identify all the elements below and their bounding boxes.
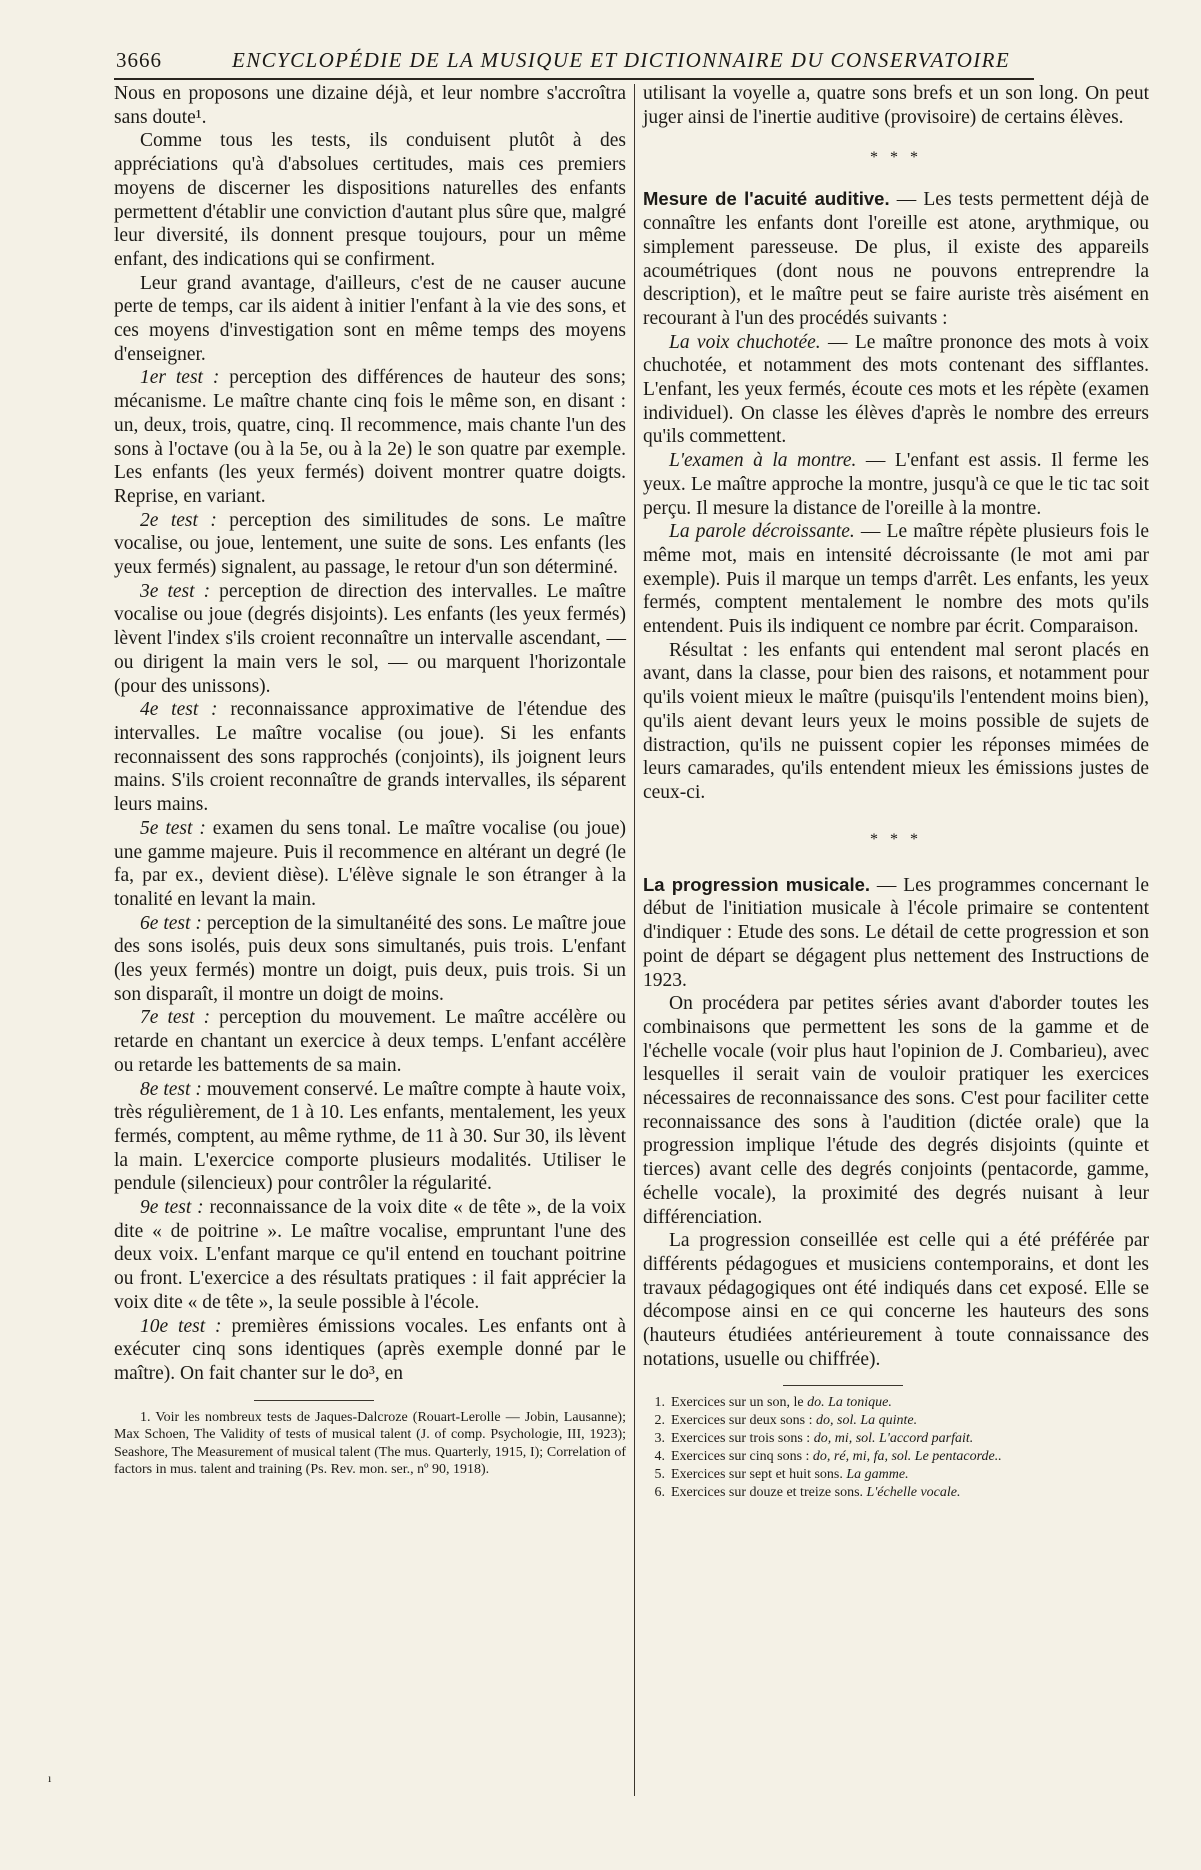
list-item xyxy=(643,1484,1149,1502)
test-label: 1er test : xyxy=(140,367,220,389)
test-5 xyxy=(114,817,626,912)
run-in-text: — Le maître répète plusieurs fois le même mot, mais en intensité décroissante (le mot ami par exemple). Puis il marque un temps d'arrêt. Les enfants, les yeux fermés, comptent mentalement le nombre des mots qu'ils entendent. Puis ils indiquent ce nombre par écrit. Comparaison. xyxy=(643,521,1149,638)
section-text: — Les tests permettent déjà de connaître les enfants dont l'oreille est atone, arythmique, ou simplement paresseuse. De plus, il existe des appareils acoumétriques (dont nous ne pouvons entreprendre la description), et le maître peut se faire auriste très aisément en recourant à l'un des procédés suivants : xyxy=(643,189,1150,329)
test-2 xyxy=(114,509,626,580)
run-in-label: La parole décroissante. xyxy=(669,521,855,543)
test-1 xyxy=(114,366,626,508)
test-text: perception des différences de hauteur des sons; mécanisme. Le maître chante cinq fois le même son, en disant : un, deux, trois, quatre, cinq. Il recommence, mais chante l'un des sons à l'octave (ou à la 5e, ou à la 2e) le son quatre par exemple. Les enfants (les yeux fermés) doivent montrer quatre doigts. Reprise, en variant. xyxy=(114,367,626,507)
footnote: 1. Voir les nombreux tests de Jaques-Dalcroze (Rouart-Lerolle — Jobin, Lausanne); Max Schoen, The Validity of tests of musical talent (J. of comp. Psychologie, III, 1923); Seashore, The Measurement of musical talent (The mus. Quarterly, 1915, I); Correlation of factors in mus. talent and training (Ps. Rev. mon. ser., nº 90, 1918). xyxy=(114,1409,626,1478)
item-text: Exercices sur cinq sons : xyxy=(671,1449,810,1465)
test-text: perception du mouvement. Le maître accélère ou retarde en chantant un exercice à deux temps. L'enfant accélère ou retarde les battements de sa main. xyxy=(114,1007,626,1076)
list-item xyxy=(643,1430,1149,1448)
item-number: 5. xyxy=(654,1467,665,1483)
footnote-rule xyxy=(254,1400,374,1401)
test-10 xyxy=(114,1315,626,1386)
list-item xyxy=(643,1394,1149,1412)
test-label: 4e test : xyxy=(140,699,218,721)
item-number: 2. xyxy=(654,1413,665,1429)
test-text: examen du sens tonal. Le maître vocalise (ou joue) une gamme majeure. Puis il recommence en altérant un degré (le fa, par ex., devient dièse). L'élève signale le son étranger à la tonalité en levant la main. xyxy=(114,817,627,910)
running-title: ENCYCLOPÉDIE DE LA MUSIQUE ET DICTIONNAIRE DU CONSERVATOIRE xyxy=(232,48,1011,72)
test-text: perception de direction des intervalles. Le maître vocalise ou joue (degrés disjoints). Les enfants (les yeux fermés) lèvent l'index s'ils croient reconnaître un intervalle ascendant, — ou dirigent la main vers le sol, — ou marquent l'horizontale (pour des unissons). xyxy=(114,580,627,697)
item-italic: L'échelle vocale. xyxy=(866,1485,961,1501)
test-label: 3e test : xyxy=(140,580,211,602)
test-label: 2e test : xyxy=(140,509,217,531)
section-acuite xyxy=(643,187,1149,330)
run-in-text: — Le maître prononce des mots à voix chuchotée, et notamment des mots contenant des sifflantes. L'enfant, les yeux fermés, écoute ces mots et les répète (examen individuel). On classe les élèves d'après le nombre des erreurs qu'ils commettent. xyxy=(643,331,1149,448)
item-italic: do, sol. La quinte. xyxy=(816,1413,918,1429)
paragraph: On procédera par petites séries avant d'aborder toutes les combinaisons que permettent les sons de la gamme et de l'échelle vocale (voir plus haut l'opinion de J. Combarieu), avec lesquelles il serait vain de vouloir pratiquer les exercices nécessaires de reconnaissance des sons. C'est pour faciliter cette reconnaissance des sons à l'audition (dictée orale) que la progression implique l'étude des degrés disjoints (quinte et tierces) avant celle des degrés conjoints (pentacorde, gamme, échelle vocale), la proximité des degrés nuisant à leur différenciation. xyxy=(643,993,1149,1228)
test-label: 9e test : xyxy=(140,1197,204,1219)
test-text: reconnaissance de la voix dite « de tête », de la voix dite « de poitrine ». Le maître vocalise, empruntant l'une des deux voix. L'enfant marque ce qu'il entend en touchant poitrine ou front. L'exercice a des résultats pratiques : il fait apprécier la voix dite « de tête », la seule possible à l'école. xyxy=(114,1197,627,1313)
item-text: Exercices sur trois sons : xyxy=(671,1431,811,1447)
test-3 xyxy=(114,580,626,699)
test-label: 10e test : xyxy=(140,1315,222,1337)
test-7 xyxy=(114,1006,626,1077)
test-label: 5e test : xyxy=(140,817,206,839)
item-italic: do, mi, sol. L'accord parfait. xyxy=(813,1431,974,1447)
examen-montre xyxy=(643,449,1149,520)
section-text: — Les programmes concernant le début de l'initiation musicale à l'école primaire se contentent d'indiquer : Etude des sons. Le détail de cette progression et son point de départ se dégagent plus nettement des Instructions de 1923. xyxy=(643,874,1149,991)
paragraph: Comme tous les tests, ils conduisent plutôt à des appréciations qu'à d'absolues certitudes, mais ces premiers moyens de discerner les dispositions naturelles des enfants permettent d'établir une conviction d'autant plus sûre que, malgré leur diversité, ils donnent presque toujours, pour un même enfant, des indications qui se confirment. xyxy=(114,130,626,270)
test-label: 6e test : xyxy=(140,912,202,934)
item-number: 4. xyxy=(654,1449,665,1465)
voix-chuchotee xyxy=(643,331,1149,450)
test-8 xyxy=(114,1078,626,1197)
section-separator: * * * xyxy=(870,149,922,167)
run-in-label: La voix chuchotée. xyxy=(669,331,821,353)
item-italic: do. La tonique. xyxy=(807,1395,892,1411)
column-divider xyxy=(634,84,635,1796)
paragraph: Nous en proposons une dizaine déjà, et leur nombre s'accroîtra sans doute¹. xyxy=(114,83,626,128)
item-number: 6. xyxy=(654,1485,665,1501)
run-in-text: — L'enfant est assis. Il ferme les yeux. Le maître approche la montre, jusqu'à ce que le tic tac soit perçu. Il mesure la distance de l'oreille à la montre. xyxy=(643,450,1149,519)
list-item xyxy=(643,1466,1149,1484)
run-in-label: L'examen à la montre. xyxy=(669,450,857,472)
item-text: Exercices sur sept et huit sons. xyxy=(671,1467,843,1483)
test-text: mouvement conservé. Le maître compte à haute voix, très régulièrement, de 1 à 10. Les enfants, mentalement, les yeux fermés, comptent, au même rythme, de 11 à 30. Sur 30, ils lèvent la main. L'exercice comporte plusieurs modalités. Utiliser le pendule (silencieux) pour contrôler la régularité. xyxy=(114,1078,627,1195)
test-4 xyxy=(114,698,626,817)
section-heading: La progression musicale. xyxy=(643,873,871,895)
paragraph: La progression conseillée est celle qui a été préférée par différents pédagogues et musiciens contemporains, et dont les travaux pédagogiques ont été indiqués dans cet exposé. Elle se décompose ainsi en ce qui concerne les hauteurs des sons (hauteurs étudiées antérieurement à toute connaissance des notations, usuelle ou chiffrée). xyxy=(643,1230,1149,1370)
list-item xyxy=(643,1448,1149,1466)
test-text: perception des similitudes de sons. Le maître vocalise, ou joue, lentement, une suite de sons. Les enfants (les yeux fermés) signalent, au passage, le retour d'un son déterminé. xyxy=(114,509,626,579)
paragraph: utilisant la voyelle a, quatre sons brefs et un son long. On peut juger ainsi de l'inertie auditive (provisoire) de certains élèves. xyxy=(643,83,1149,128)
test-text: perception de la simultanéité des sons. Le maître joue des sons isolés, puis deux sons simultanés, puis trois. L'enfant (les yeux fermés) montre un doigt, puis deux, puis trois. Si un son disparaît, il montre un doigt de moins. xyxy=(114,912,627,1005)
test-text: premières émissions vocales. Les enfants ont à exécuter cinq sons identiques (après exemple donné par le maître). On fait chanter sur le do³, en xyxy=(114,1315,627,1384)
left-column xyxy=(114,82,626,1479)
item-text: Exercices sur un son, le xyxy=(671,1395,804,1411)
section-separator: * * * xyxy=(870,830,922,848)
item-italic: do, ré, mi, fa, sol. Le pentacorde.. xyxy=(812,1449,1002,1465)
test-label: 8e test : xyxy=(140,1078,202,1100)
page-header xyxy=(114,46,1034,80)
item-number: 1. xyxy=(654,1395,665,1411)
test-6 xyxy=(114,912,626,1007)
test-9 xyxy=(114,1196,626,1315)
item-text: Exercices sur douze et treize sons. xyxy=(671,1485,864,1501)
item-number: 3. xyxy=(654,1431,665,1447)
page-number: 3666 xyxy=(116,48,162,72)
test-text: reconnaissance approximative de l'étendue des intervalles. Le maître vocalise (ou joue). Si les enfants reconnaissent des sons rapprochés (conjoints), ils joignent leurs mains. S'ils croient reconnaître de grands intervalles, ils séparent leurs mains. xyxy=(114,699,627,816)
margin-mark: ı xyxy=(48,1771,52,1785)
list-item xyxy=(643,1412,1149,1430)
footnote-rule xyxy=(783,1385,903,1386)
item-italic: La gamme. xyxy=(846,1467,909,1483)
exercise-list xyxy=(643,1394,1149,1502)
test-label: 7e test : xyxy=(140,1007,211,1029)
section-progression xyxy=(643,873,1149,993)
item-text: Exercices sur deux sons : xyxy=(671,1413,813,1429)
parole-decroissante xyxy=(643,520,1149,639)
paragraph: Leur grand avantage, d'ailleurs, c'est de ne causer aucune perte de temps, car ils aident à initier l'enfant à la vie des sons, et ces moyens d'investigation sont en même temps des moyens d'enseigner. xyxy=(114,272,626,365)
section-heading: Mesure de l'acuité auditive. xyxy=(643,188,890,210)
right-column xyxy=(643,82,1149,1502)
paragraph: Résultat : les enfants qui entendent mal seront placés en avant, dans la classe, pour bien des raisons, et notamment pour qu'ils voient mieux le maître (puisqu'ils l'entendent moins bien), qu'ils aient devant leurs yeux le moins possible de sujets de distraction, qu'ils ne puissent copier les réponses mimées de leurs camarades, qu'ils entendent mieux les émissions justes de ceux-ci. xyxy=(643,639,1149,803)
